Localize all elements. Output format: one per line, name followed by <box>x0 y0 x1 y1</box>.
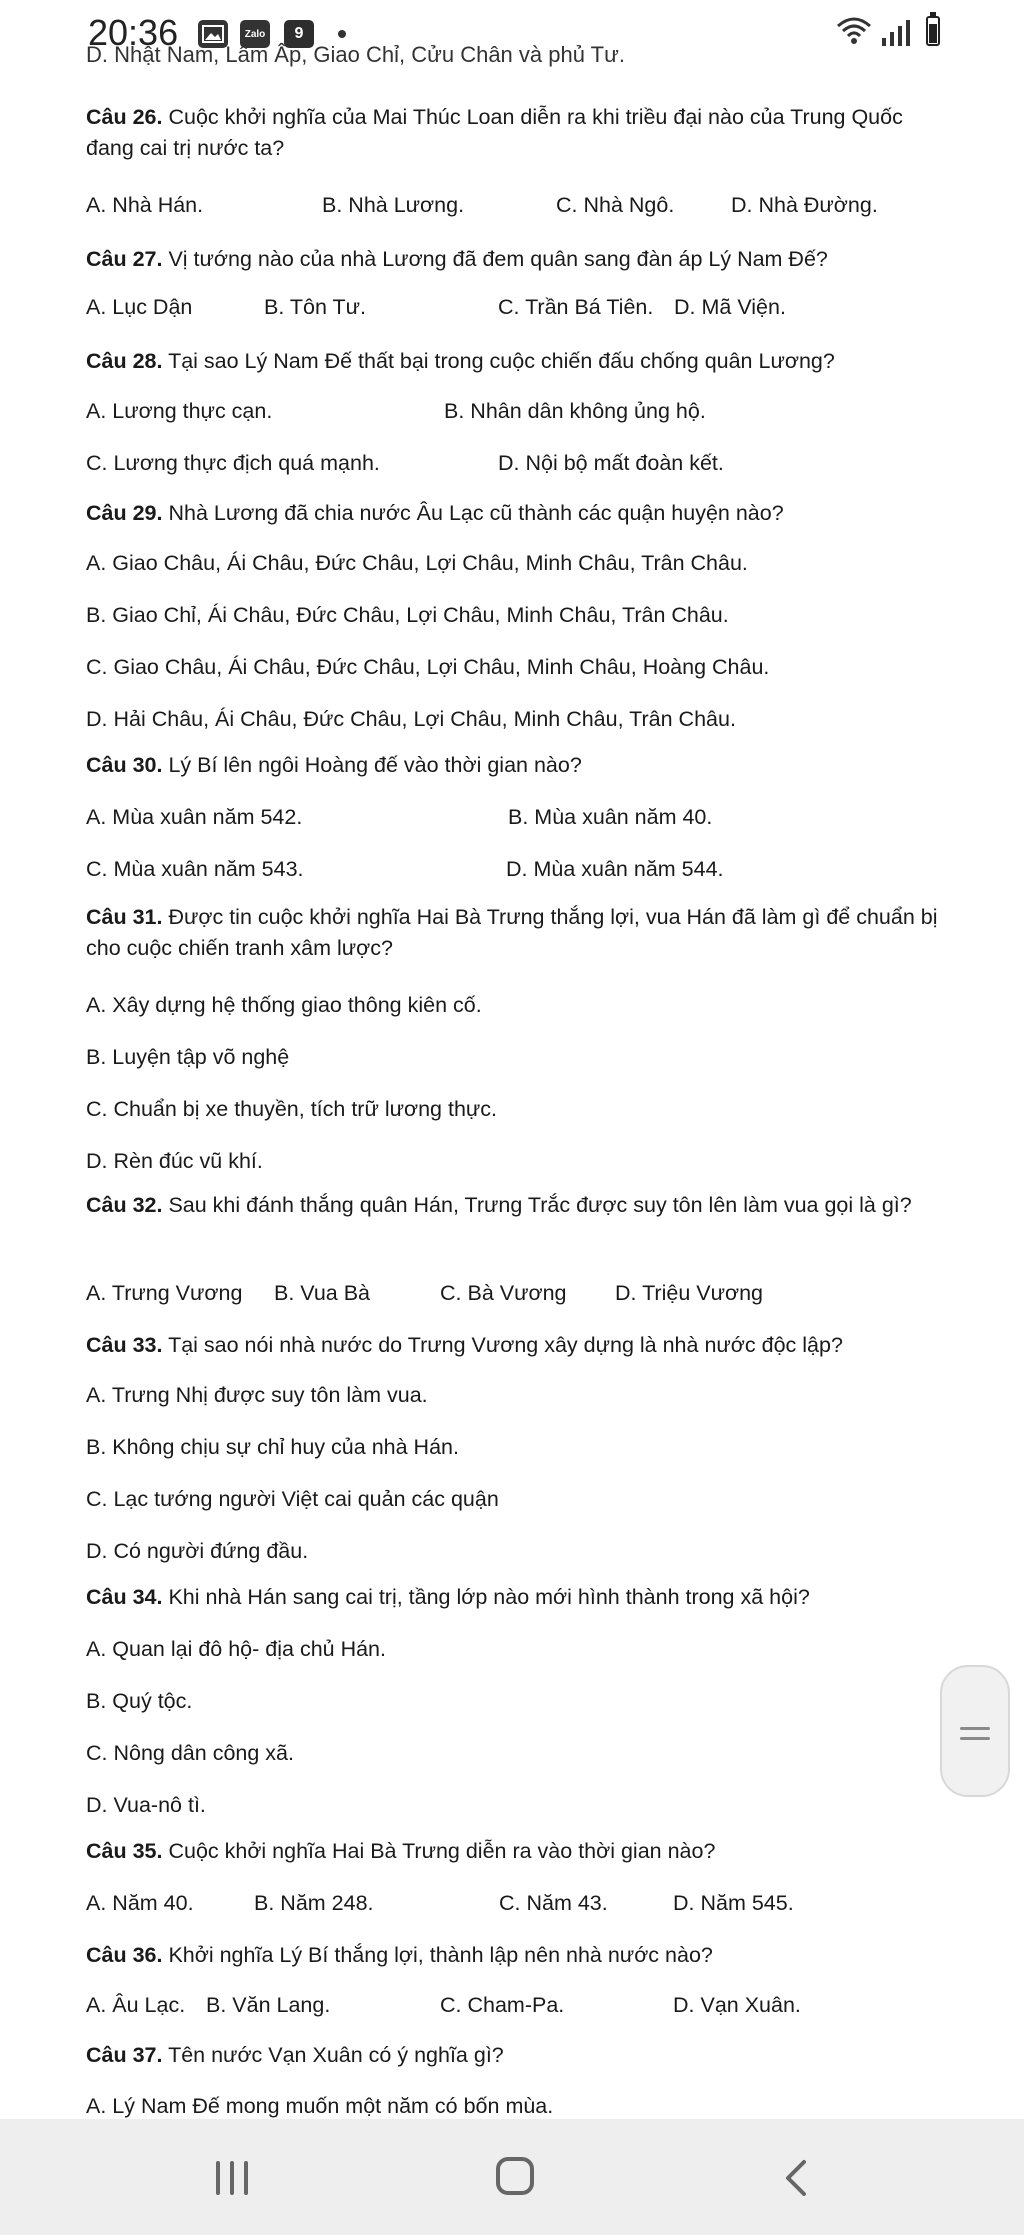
question-29-option-c: C. Giao Châu, Ái Châu, Đức Châu, Lợi Châu, Minh Châu, Hoàng Châu. <box>86 655 770 679</box>
question-text: Khởi nghĩa Lý Bí thắng lợi, thành lập nên nhà nước nào? <box>162 1943 713 1967</box>
back-icon[interactable] <box>784 2159 808 2197</box>
question-text: Khi nhà Hán sang cai trị, tầng lớp nào mới hình thành trong xã hội? <box>162 1585 810 1609</box>
question-33-option-c: C. Lạc tướng người Việt cai quản các quận <box>86 1487 499 1511</box>
question-36-option-a: A. Âu Lạc. <box>86 1993 186 2017</box>
question-36-option-c: C. Cham-Pa. <box>440 1993 565 2017</box>
question-label: Câu 29. <box>86 501 163 525</box>
question-31-option-a: A. Xây dựng hệ thống giao thông kiên cố. <box>86 993 482 1017</box>
question-label: Câu 33. <box>86 1333 163 1357</box>
document-page[interactable] <box>0 42 1024 2119</box>
question-text: Lý Bí lên ngôi Hoàng đế vào thời gian nào? <box>162 753 582 777</box>
question-26-option-c: C. Nhà Ngô. <box>556 193 675 217</box>
question-29 <box>86 498 946 529</box>
question-34-option-a: A. Quan lại đô hộ- địa chủ Hán. <box>86 1637 386 1661</box>
app-icon: 9 <box>284 20 314 48</box>
question-29-option-a: A. Giao Châu, Ái Châu, Đức Châu, Lợi Châu, Minh Châu, Trân Châu. <box>86 551 748 575</box>
notification-dot-icon <box>338 30 346 38</box>
question-27-option-d: D. Mã Viện. <box>674 295 786 319</box>
question-label: Câu 32. <box>86 1193 163 1217</box>
battery-icon <box>926 16 940 46</box>
question-31-option-b: B. Luyện tập võ nghệ <box>86 1045 290 1069</box>
question-text: Cuộc khởi nghĩa của Mai Thúc Loan diễn ra khi triều đại nào của Trung Quốc đang cai trị nước ta? <box>86 105 903 160</box>
question-37 <box>86 2040 946 2071</box>
question-36-option-d: D. Vạn Xuân. <box>673 1993 801 2017</box>
question-28-option-a: A. Lương thực cạn. <box>86 399 273 423</box>
question-33-option-b: B. Không chịu sự chỉ huy của nhà Hán. <box>86 1435 459 1459</box>
question-label: Câu 34. <box>86 1585 163 1609</box>
question-28 <box>86 346 946 377</box>
question-35 <box>86 1836 946 1867</box>
question-text: Được tin cuộc khởi nghĩa Hai Bà Trưng thắng lợi, vua Hán đã làm gì để chuẩn bị cho cuộc chiến tranh xâm lược? <box>86 905 938 960</box>
question-30 <box>86 750 946 781</box>
question-text: Cuộc khởi nghĩa Hai Bà Trưng diễn ra vào thời gian nào? <box>162 1839 716 1863</box>
question-32-option-b: B. Vua Bà <box>274 1281 371 1305</box>
question-27 <box>86 244 946 275</box>
question-26-option-d: D. Nhà Đường. <box>731 193 878 217</box>
question-33-option-d: D. Có người đứng đầu. <box>86 1539 309 1563</box>
question-33-option-a: A. Trưng Nhị được suy tôn làm vua. <box>86 1383 428 1407</box>
question-28-option-d: D. Nội bộ mất đoàn kết. <box>498 451 724 475</box>
question-28-option-c: C. Lương thực địch quá mạnh. <box>86 451 380 475</box>
question-37-option-a: A. Lý Nam Đế mong muốn một năm có bốn mùa. <box>86 2094 554 2118</box>
question-27-option-b: B. Tôn Tư. <box>264 295 367 319</box>
status-time: 20:36 <box>88 12 179 53</box>
question-35-option-c: C. Năm 43. <box>499 1891 608 1915</box>
question-31-option-d: D. Rèn đúc vũ khí. <box>86 1149 263 1173</box>
question-30-option-b: B. Mùa xuân năm 40. <box>508 805 713 829</box>
question-26-option-b: B. Nhà Lương. <box>322 193 465 217</box>
zalo-icon: Zalo <box>240 20 270 48</box>
question-34-option-b: B. Quý tộc. <box>86 1689 193 1713</box>
question-31 <box>86 902 946 964</box>
home-icon[interactable] <box>496 2157 534 2195</box>
question-30-option-a: A. Mùa xuân năm 542. <box>86 805 303 829</box>
question-text: Tại sao Lý Nam Đế thất bại trong cuộc chiến đấu chống quân Lương? <box>162 349 835 373</box>
question-34 <box>86 1582 946 1613</box>
wifi-icon <box>836 16 872 46</box>
question-36-option-b: B. Văn Lang. <box>206 1993 331 2017</box>
question-26-option-a: A. Nhà Hán. <box>86 193 204 217</box>
question-34-option-c: C. Nông dân công xã. <box>86 1741 294 1765</box>
question-35-option-a: A. Năm 40. <box>86 1891 194 1915</box>
question-27-option-a: A. Lục Dận <box>86 295 193 319</box>
question-32-option-c: C. Bà Vương <box>440 1281 567 1305</box>
question-35-option-d: D. Năm 545. <box>673 1891 794 1915</box>
question-29-option-b: B. Giao Chỉ, Ái Châu, Đức Châu, Lợi Châu, Minh Châu, Trân Châu. <box>86 603 729 627</box>
question-31-option-c: C. Chuẩn bị xe thuyền, tích trữ lương thực. <box>86 1097 498 1121</box>
recent-apps-icon[interactable] <box>216 2161 252 2195</box>
scroll-handle[interactable] <box>940 1665 1010 1797</box>
question-text: Nhà Lương đã chia nước Âu Lạc cũ thành các quận huyện nào? <box>162 501 784 525</box>
question-34-option-d: D. Vua-nô tì. <box>86 1793 206 1817</box>
question-32 <box>86 1190 946 1221</box>
question-33 <box>86 1330 946 1361</box>
question-label: Câu 28. <box>86 349 163 373</box>
question-text: Sau khi đánh thắng quân Hán, Trưng Trắc được suy tôn lên làm vua gọi là gì? <box>162 1193 912 1217</box>
question-text: Tên nước Vạn Xuân có ý nghĩa gì? <box>162 2043 504 2067</box>
question-27-option-c: C. Trần Bá Tiên. <box>498 295 654 319</box>
question-text: Vị tướng nào của nhà Lương đã đem quân sang đàn áp Lý Nam Đế? <box>162 247 828 271</box>
question-label: Câu 27. <box>86 247 163 271</box>
question-label: Câu 35. <box>86 1839 163 1863</box>
question-30-option-c: C. Mùa xuân năm 543. <box>86 857 304 881</box>
question-35-option-b: B. Năm 248. <box>254 1891 374 1915</box>
question-32-option-d: D. Triệu Vương <box>615 1281 763 1305</box>
question-label: Câu 36. <box>86 1943 163 1967</box>
question-label: Câu 26. <box>86 105 163 129</box>
signal-icon <box>880 20 914 46</box>
question-label: Câu 31. <box>86 905 163 929</box>
question-label: Câu 37. <box>86 2043 163 2067</box>
question-30-option-d: D. Mùa xuân năm 544. <box>506 857 724 881</box>
question-label: Câu 30. <box>86 753 163 777</box>
question-36 <box>86 1940 946 1971</box>
question-26 <box>86 102 946 164</box>
question-28-option-b: B. Nhân dân không ủng hộ. <box>444 399 706 423</box>
question-text: Tại sao nói nhà nước do Trưng Vương xây dựng là nhà nước độc lập? <box>162 1333 843 1357</box>
navigation-bar <box>0 2119 1024 2235</box>
cutoff-option-top: D. Nhật Nam, Lâm Ấp, Giao Chỉ, Cửu Chân và phủ Tư. <box>86 42 625 67</box>
question-29-option-d: D. Hải Châu, Ái Châu, Đức Châu, Lợi Châu, Minh Châu, Trân Châu. <box>86 707 736 731</box>
question-32-option-a: A. Trưng Vương <box>86 1281 243 1305</box>
